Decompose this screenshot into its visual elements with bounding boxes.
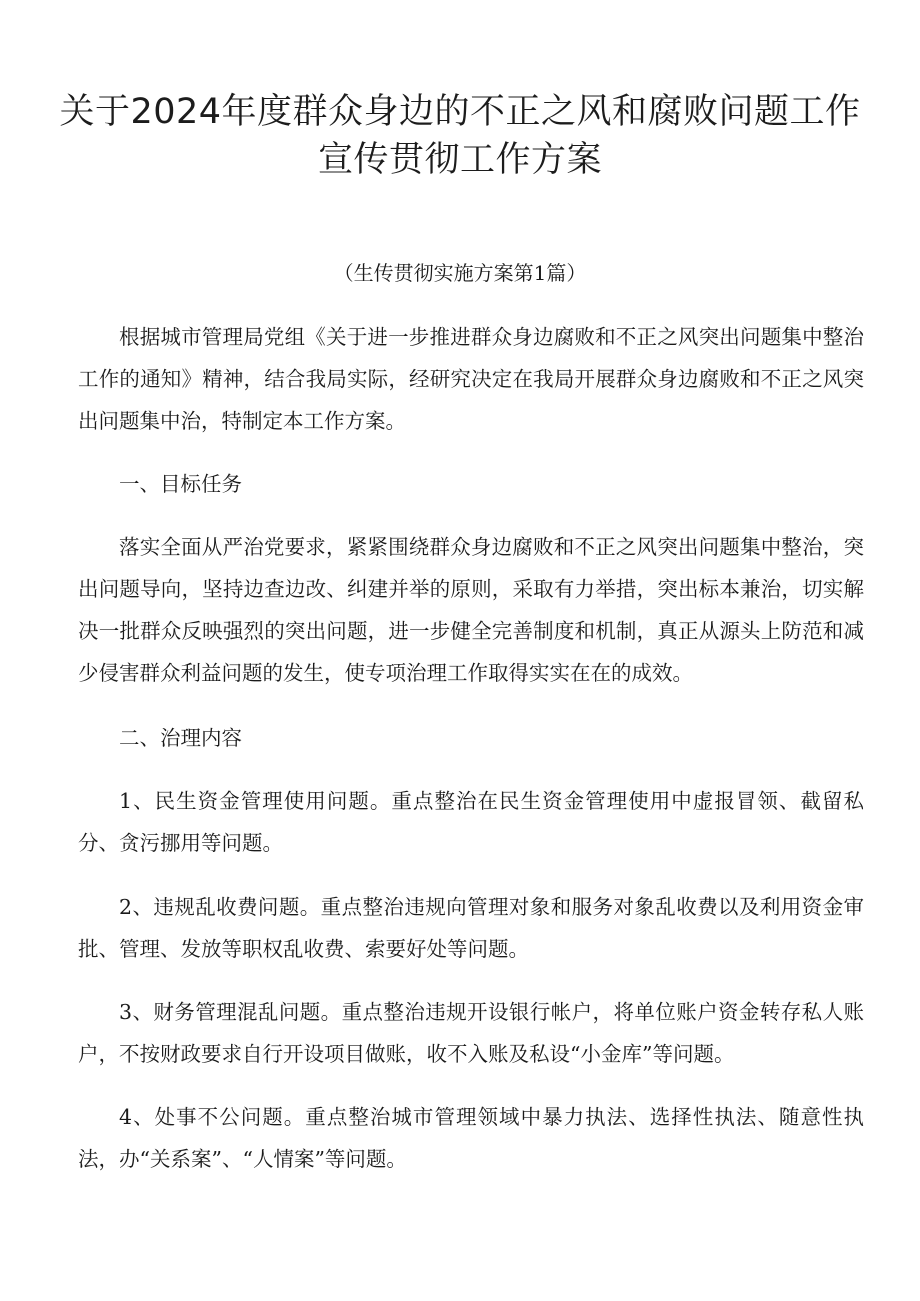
content-item: 4、处事不公问题。重点整治城市管理领域中暴力执法、选择性执法、随意性执法，办“关系案”、“人情案”等问题。 — [78, 1105, 864, 1171]
document-subtitle: （生传贯彻实施方案第1篇） — [333, 261, 587, 285]
document-title-line-2: 宣传贯彻工作方案 — [317, 140, 602, 180]
content-item: 2、违规乱收费问题。重点整治违规向管理对象和服务对象乱收费以及利用资金审批、管理、发放等职权乱收费、索要好处等问题。 — [78, 895, 864, 961]
section-heading-goals: 一、目标任务 — [119, 472, 242, 496]
goals-paragraph: 落实全面从严治党要求，紧紧围绕群众身边腐败和不正之风突出问题集中整治，突出问题导向，坚持边查边改、纠建并举的原则，采取有力举措，突出标本兼治，切实解决一批群众反映强烈的突出问题，进一步健全完善制度和机制，真正从源头上防范和减少侵害群众利益问题的发生，使专项治理工作取得实实在在的成效。 — [78, 535, 864, 685]
document-title-line-1: 关于2024年度群众身边的不正之风和腐败问题工作 — [59, 92, 861, 132]
content-item: 1、民生资金管理使用问题。重点整治在民生资金管理使用中虚报冒领、截留私分、贪污挪用等问题。 — [78, 789, 864, 855]
content-item: 3、财务管理混乱问题。重点整治违规开设银行帐户，将单位账户资金转存私人账户，不按财政要求自行开设项目做账，收不入账及私设“小金库”等问题。 — [78, 1000, 864, 1066]
intro-paragraph: 根据城市管理局党组《关于进一步推进群众身边腐败和不正之风突出问题集中整治工作的通知》精神，结合我局实际，经研究决定在我局开展群众身边腐败和不正之风突出问题集中治，特制定本工作方案。 — [78, 325, 864, 433]
section-heading-contents: 二、治理内容 — [119, 726, 242, 750]
